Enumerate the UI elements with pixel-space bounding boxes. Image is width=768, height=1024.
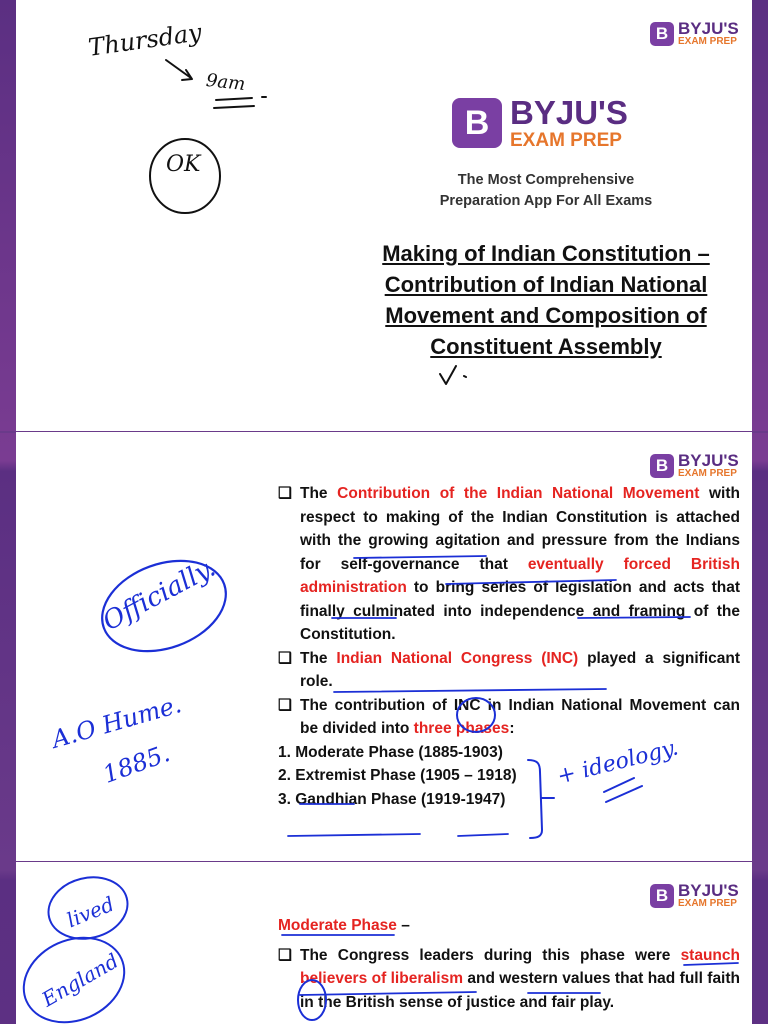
phase-item: 1. Moderate Phase (1885-1903) [278,743,503,761]
tagline-line-1: The Most Comprehensive [457,172,635,188]
brand-name: BYJU'S [678,451,739,470]
note-ideology: + ideology. [554,735,681,790]
phase-item: 2. Extremist Phase (1905 – 1918) [278,767,517,784]
checkbox-bullet-icon: ❑ [278,696,292,714]
section-heading: Moderate Phase – [278,917,410,934]
page-title [346,238,746,362]
note-thursday: Thursday [86,18,204,62]
title-line-2: Contribution of Indian National [384,272,708,297]
slide-title [16,0,752,432]
brand-logo-slide3 [650,882,739,909]
title-line-1: Making of Indian Constitution – [382,241,710,266]
note-ok: OK [166,152,201,177]
left-frame-bar [0,0,16,1024]
title-line-4: Constituent Assembly [430,334,662,359]
note-england: England [37,948,123,1012]
brand-sub: EXAM PREP [678,898,737,909]
slide3-content [278,914,740,1014]
bullet-item: ❑ The Indian National Congress (INC) played a significant role. [278,647,740,694]
brand-mark-icon: B [650,22,674,46]
ink-check [440,366,466,384]
bullet-item: ❑ The Contribution of the Indian National Movement with respect to making of the Indian Constitution is attached with the growing agitation and pressure from the Indians for self-governance that eventually forced British administration to bring series of legislation and acts that finally culminated into independence and framing of the Constitution. [278,482,740,647]
note-9am: 9am [205,70,247,95]
brand-name: BYJU'S [678,881,739,900]
slide-moderate [16,862,752,1024]
note-officially: Officially. [98,552,221,638]
ink-arrow [166,60,192,80]
brand-mark-icon: B [650,454,674,478]
note-hume: A.O Hume. [48,690,185,754]
slide-inm [16,432,752,862]
brand-logo [650,20,739,47]
brand-name-large: BYJU'S [510,94,628,131]
title-line-3: Movement and Composition of [385,303,707,328]
brand-logo-large [452,96,628,150]
brand-mark-icon: B [650,884,674,908]
tagline-line-2: Preparation App For All Exams [439,193,653,209]
checkbox-bullet-icon: ❑ [278,649,292,667]
brand-sub: EXAM PREP [678,468,737,479]
bullet-item: ❑ The Congress leaders during this phase were staunch believers of liberalism and western values that had full faith in the British sense of justice and fair play. [278,944,740,1015]
brand-sub: EXAM PREP [678,36,737,47]
bullet-item: ❑ The contribution of INC in Indian National Movement can be divided into three phases: [278,694,740,741]
ink-double-underline [214,97,266,108]
tagline [396,170,696,212]
note-lived: lived [63,891,118,933]
phase-item: 3. Gandhian Phase (1919-1947) [278,790,506,808]
checkbox-bullet-icon: ❑ [278,946,292,964]
ink-annotations-slide1 [16,0,752,432]
checkbox-bullet-icon: ❑ [278,485,292,502]
brand-logo-slide2 [650,452,739,479]
right-frame-bar [752,0,768,1024]
brand-name: BYJU'S [678,19,739,38]
brand-mark-large-icon: B [452,98,502,148]
brand-sub-large: EXAM PREP [510,130,622,151]
note-year: 1885. [99,739,174,789]
